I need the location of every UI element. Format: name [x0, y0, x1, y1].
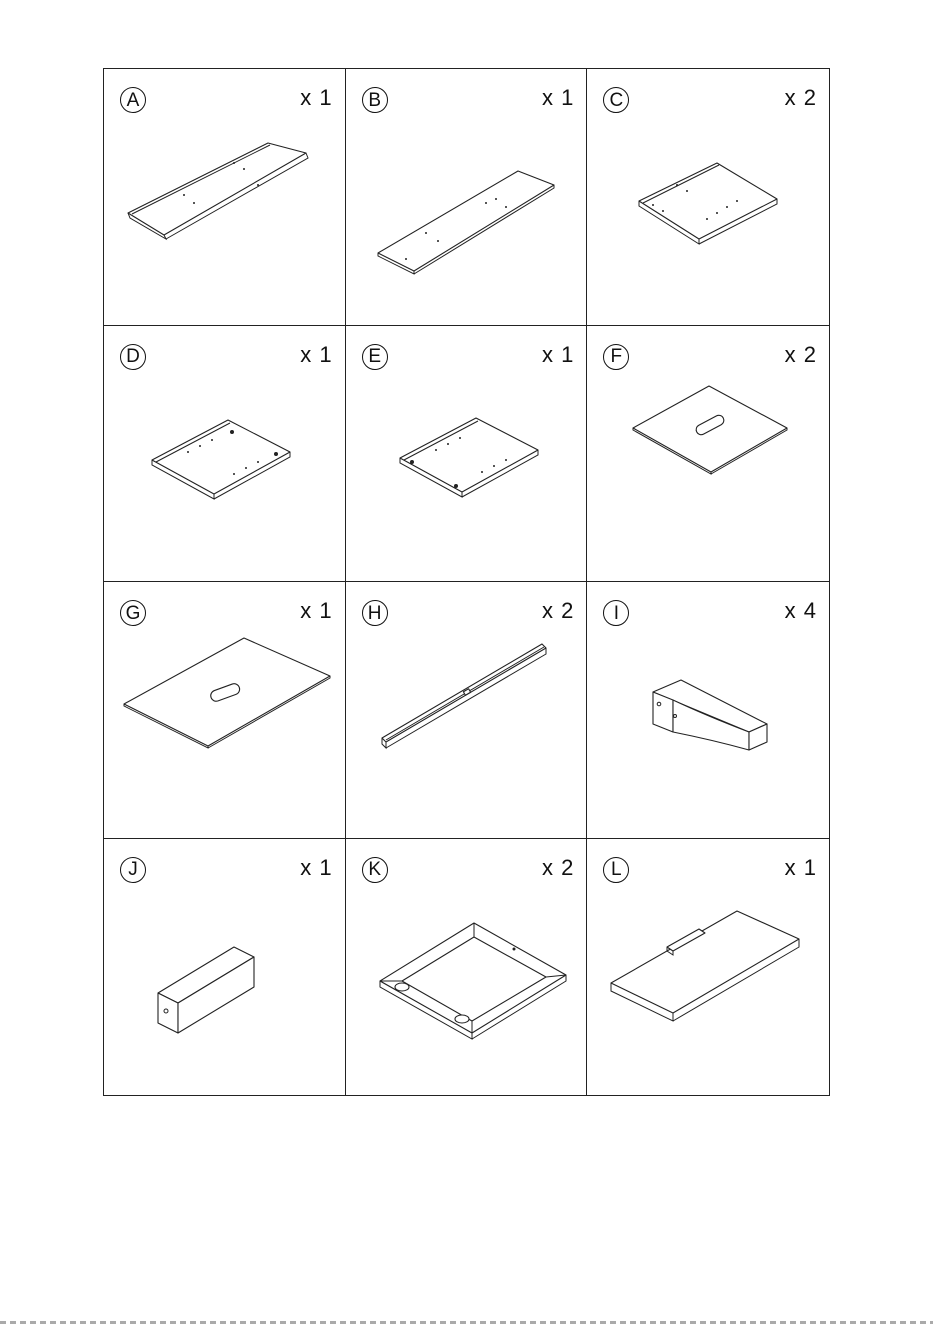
part-quantity: x 1 [300, 598, 333, 623]
part-cell-i [587, 582, 829, 839]
part-quantity: x 1 [784, 854, 817, 880]
part-quantity: x 1 [541, 341, 575, 367]
panel-b-drawing [346, 121, 587, 321]
part-quantity: x 4 [784, 598, 817, 623]
part-letter: G [120, 600, 146, 626]
part-quantity: x 2 [541, 854, 575, 880]
part-quantity: x 2 [784, 341, 817, 367]
part-cell-b [346, 69, 588, 326]
frame-k-drawing [346, 891, 587, 1091]
part-quantity: x 1 [300, 341, 333, 367]
panel-e-drawing [346, 378, 587, 578]
part-letter: J [120, 857, 146, 883]
part-letter: B [362, 87, 388, 113]
part-cell-a [104, 69, 346, 326]
part-letter: F [603, 344, 629, 370]
part-letter: L [603, 857, 629, 883]
part-cell-k [346, 839, 588, 1096]
part-quantity: x 2 [541, 598, 575, 623]
part-cell-l [587, 839, 829, 1096]
part-cell-j [104, 839, 346, 1096]
rail-h-drawing [346, 634, 587, 834]
leg-i-drawing [587, 634, 828, 834]
part-letter: D [120, 344, 146, 370]
part-letter: H [362, 600, 388, 626]
part-quantity: x 1 [541, 85, 575, 110]
part-cell-h [346, 582, 588, 839]
part-cell-c [587, 69, 829, 326]
panel-f-drawing [587, 378, 828, 578]
panel-d-drawing [104, 378, 345, 578]
part-cell-e [346, 326, 588, 583]
part-letter: E [362, 344, 388, 370]
panel-g-drawing [104, 634, 345, 834]
panel-a-drawing [104, 121, 345, 321]
part-letter: K [362, 857, 388, 883]
part-quantity: x 2 [784, 85, 817, 110]
block-j-drawing [104, 891, 345, 1091]
part-quantity: x 1 [300, 854, 333, 880]
part-cell-d [104, 326, 346, 583]
part-letter: A [120, 87, 146, 113]
part-cell-g [104, 582, 346, 839]
part-quantity: x 1 [300, 85, 333, 110]
parts-grid [103, 68, 830, 1096]
part-cell-f [587, 326, 829, 583]
part-letter: I [603, 600, 629, 626]
part-letter: C [603, 87, 629, 113]
panel-l-drawing [587, 891, 828, 1091]
panel-c-drawing [587, 121, 828, 321]
